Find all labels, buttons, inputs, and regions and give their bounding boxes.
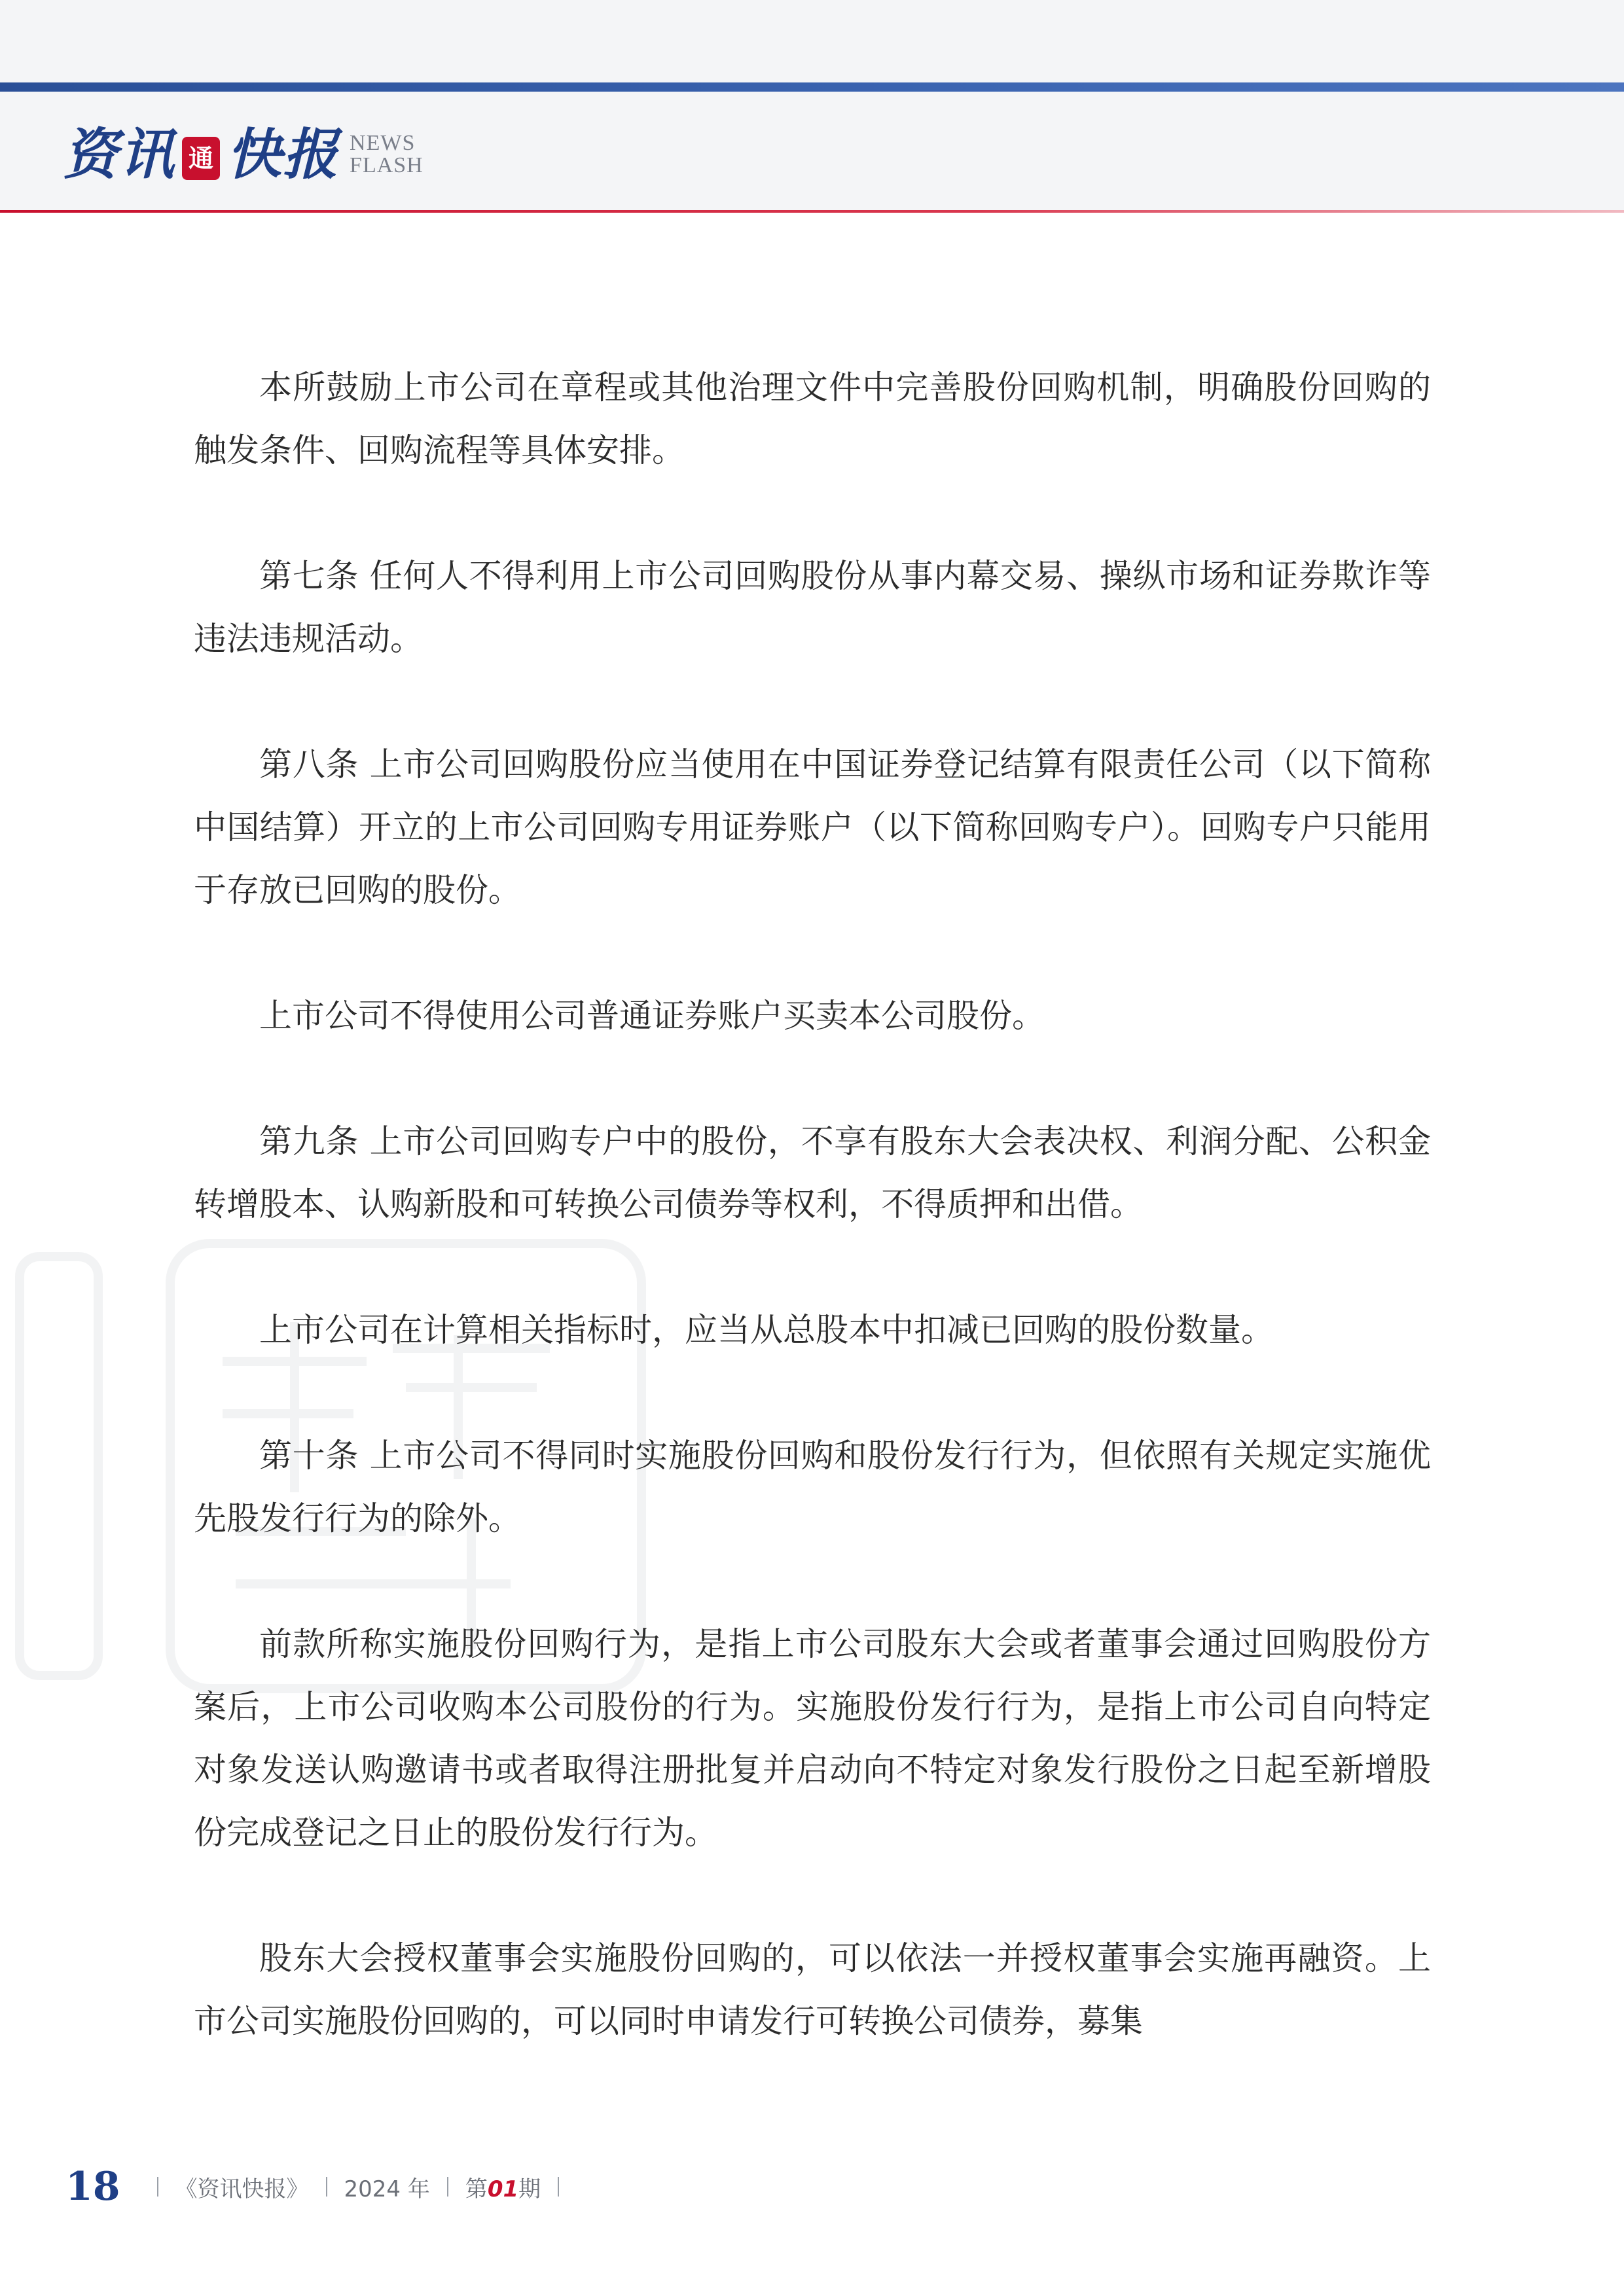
paragraph: 前款所称实施股份回购行为，是指上市公司股东大会或者董事会通过回购股份方案后，上市公司收购本公司股份的行为。实施股份发行行为，是指上市公司自向特定对象发送认购邀请书或者取得注册批复并启动向不特定对象发行股份之日起至新增股份完成登记之日止的股份发行行为。 [194, 1625, 1431, 1852]
footer-publication: 《资讯快报》 [175, 2176, 309, 2202]
paragraph-article-8: 第八条 上市公司回购股份应当使用在中国证券登记结算有限责任公司（以下简称中国结算）开立的上市公司回购专用证券账户（以下简称回购专户）。回购专户只能用于存放已回购的股份。 [194, 745, 1431, 909]
logo-text-part2: 快报 [226, 122, 340, 187]
page-number: 18 [65, 2164, 120, 2210]
footer-divider [157, 2177, 158, 2197]
footer-issue-prefix: 第 [465, 2176, 488, 2202]
footer-year: 2024 年 [344, 2176, 430, 2202]
page-header [0, 0, 1624, 213]
header-blue-bar [0, 82, 1624, 92]
footer-divider [558, 2177, 559, 2197]
paragraph: 股东大会授权董事会实施股份回购的，可以依法一并授权董事会实施再融资。上市公司实施股份回购的，可以同时申请发行可转换公司债券，募集 [194, 1939, 1431, 2040]
footer-issue-suffix: 期 [518, 2176, 541, 2202]
logo-english-line2: FLASH [350, 153, 424, 177]
paragraph-article-7: 第七条 任何人不得利用上市公司回购股份从事内幕交易、操纵市场和证券欺诈等违法违规活动。 [194, 557, 1431, 658]
footer-issue-number: 01 [487, 2176, 519, 2202]
logo-english-line1: NEWS [350, 131, 416, 155]
paragraph: 上市公司不得使用公司普通证券账户买卖本公司股份。 [259, 997, 1045, 1035]
publication-logo [63, 115, 424, 194]
paragraph: 上市公司在计算相关指标时，应当从总股本中扣减已回购的股份数量。 [259, 1311, 1274, 1349]
footer-issue [465, 2171, 541, 2203]
paragraph: 本所鼓励上市公司在章程或其他治理文件中完善股份回购机制，明确股份回购的触发条件、回购流程等具体安排。 [194, 368, 1431, 469]
logo-english [350, 132, 424, 177]
header-red-line [0, 210, 1624, 213]
page-footer [65, 2157, 576, 2216]
paragraph-article-9: 第九条 上市公司回购专户中的股份，不享有股东大会表决权、利润分配、公积金转增股本、认购新股和可转换公司债券等权利，不得质押和出借。 [194, 1122, 1431, 1223]
article-body [194, 356, 1431, 2115]
paragraph-article-10: 第十条 上市公司不得同时实施股份回购和股份发行行为，但依照有关规定实施优先股发行行为的除外。 [194, 1437, 1431, 1537]
logo-seal-icon: 通 [182, 137, 220, 180]
footer-divider [447, 2177, 448, 2197]
footer-divider [326, 2177, 327, 2197]
logo-text-part1: 资讯 [63, 122, 176, 187]
